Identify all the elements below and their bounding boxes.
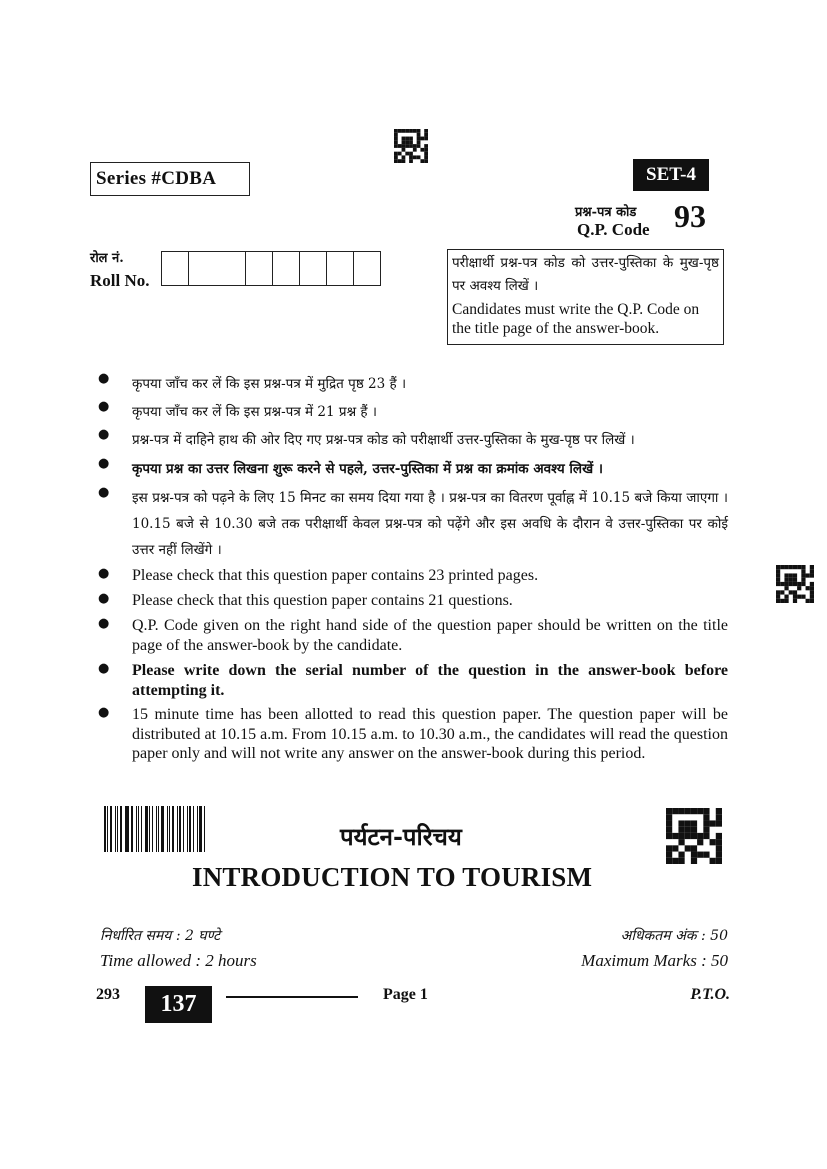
roll-label: Roll No.: [90, 271, 150, 290]
instruction-text: कृपया प्रश्न का उत्तर लिखना शुरू करने से पहले, उत्तर-पुस्तिका में प्रश्न का क्रमांक अवश्य लिखें ।: [132, 461, 603, 477]
roll-digit-box[interactable]: [188, 251, 246, 286]
subject-code: 293: [96, 986, 120, 1003]
time-allowed: Time allowed : 2 hours: [100, 951, 257, 970]
qr-code-icon: [394, 129, 428, 163]
qr-code-icon: [776, 565, 814, 603]
bullet-icon: ●: [98, 566, 110, 581]
barcode-icon: [104, 806, 208, 852]
roll-digit-box[interactable]: [353, 251, 381, 286]
time-allowed-hindi: निर्धारित समय : 2 घण्टे: [100, 928, 221, 944]
subject-title: INTRODUCTION TO TOURISM: [192, 862, 593, 892]
bullet-icon: ●: [98, 399, 110, 414]
qp-code-value: 93: [674, 198, 706, 234]
instruction-text: Q.P. Code given on the right hand side of the question paper should be written on the title page of the answer-book by the candidate.: [132, 617, 728, 654]
bullet-icon: ●: [98, 661, 110, 676]
instruction-text: कृपया जाँच कर लें कि इस प्रश्न-पत्र में मुद्रित पृष्ठ 23 हैं ।: [132, 376, 407, 392]
roll-digit-box[interactable]: [326, 251, 354, 286]
qp-notice-hindi: परीक्षार्थी प्रश्न-पत्र कोड को उत्तर-पुस्तिका के मुख-पृष्ठ पर अवश्य लिखें ।: [452, 255, 719, 294]
subject-title-hindi: पर्यटन-परिचय: [340, 822, 462, 851]
roll-label-hindi: रोल नं.: [90, 251, 124, 266]
bullet-icon: ●: [98, 705, 110, 720]
divider: [226, 996, 358, 998]
pto-label: P.T.O.: [690, 986, 730, 1003]
roll-digit-box[interactable]: [299, 251, 327, 286]
instruction-text: Please check that this question paper contains 23 printed pages.: [132, 567, 539, 584]
maximum-marks-hindi: अधिकतम अंक : 50: [620, 928, 728, 944]
roll-digit-box[interactable]: [272, 251, 300, 286]
instruction-text: इस प्रश्न-पत्र को पढ़ने के लिए 15 मिनट का समय दिया गया है । प्रश्न-पत्र का वितरण पूर्वाह्न में 10.15 बजे किया जाएगा । 10.15 बजे से 10.30 बजे तक परीक्षार्थी केवल प्रश्न-पत्र को पढ़ेंगे और इस अवधि के दौरान वे उत्तर-पुस्तिका पर कोई उत्तर नहीं लिखेंगे ।: [132, 490, 728, 558]
instruction-text: प्रश्न-पत्र में दाहिने हाथ की ओर दिए गए प्रश्न-पत्र कोड को परीक्षार्थी उत्तर-पुस्तिका के मुख-पृष्ठ पर लिखें ।: [132, 432, 635, 448]
instruction-text: कृपया जाँच कर लें कि इस प्रश्न-पत्र में 21 प्रश्न हैं ।: [132, 404, 377, 420]
qp-notice-english: Candidates must write the Q.P. Code on the title page of the answer-book.: [452, 301, 700, 337]
roll-digit-box[interactable]: [161, 251, 189, 286]
instruction-text: Please check that this question paper contains 21 questions.: [132, 592, 513, 609]
roll-number-boxes[interactable]: [161, 251, 380, 286]
bullet-icon: ●: [98, 456, 110, 471]
page-number: Page 1: [383, 986, 428, 1003]
bullet-icon: ●: [98, 591, 110, 606]
qp-code-label: Q.P. Code: [577, 220, 650, 239]
instruction-text: 15 minute time has been allotted to read this question paper. The question paper will be distributed at 10.15 a.m. From 10.15 a.m. to 10.30 a.m., the candidates will read the question paper only and will not write any answer on the answer-book during this period.: [132, 706, 728, 762]
bullet-icon: ●: [98, 616, 110, 631]
series-label: Series #CDBA: [90, 162, 250, 196]
roll-digit-box[interactable]: [245, 251, 273, 286]
bullet-icon: ●: [98, 427, 110, 442]
qp-code-notice: [447, 249, 724, 345]
qp-code-label-hindi: प्रश्न-पत्र कोड: [575, 205, 637, 220]
instruction-text: Please write down the serial number of the question in the answer-book before attempting it.: [132, 662, 728, 699]
bullet-icon: ●: [98, 371, 110, 386]
paper-number-badge: 137: [145, 986, 212, 1023]
set-badge: SET-4: [633, 159, 709, 191]
bullet-icon: ●: [98, 485, 110, 500]
qr-code-icon: [666, 808, 722, 864]
maximum-marks: Maximum Marks : 50: [581, 951, 728, 970]
